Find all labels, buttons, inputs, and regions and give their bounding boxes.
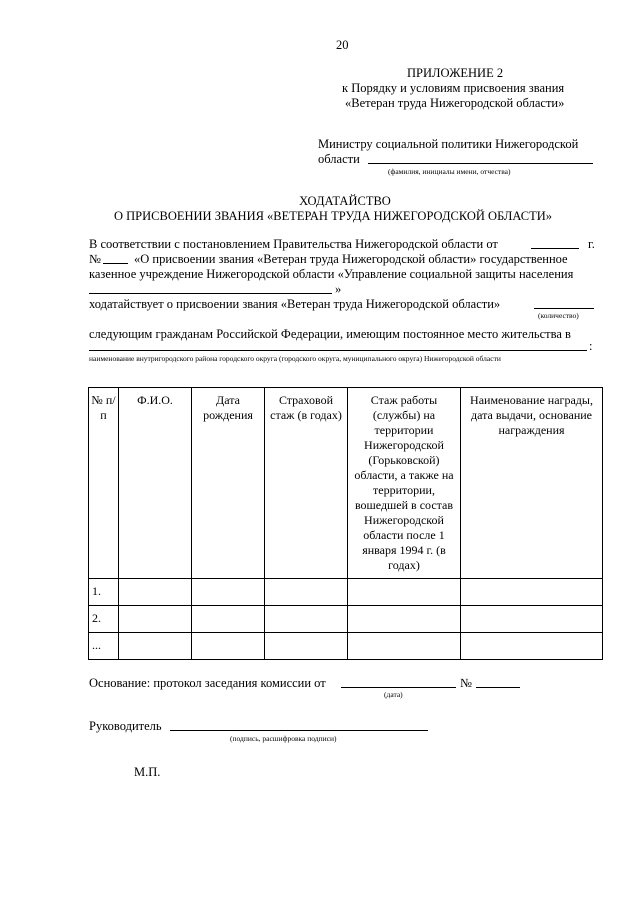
body-line-2-no: №: [89, 252, 101, 266]
table-cell[interactable]: [461, 633, 603, 660]
page-number: 20: [336, 38, 349, 52]
table-cell[interactable]: [192, 606, 265, 633]
table-row: [89, 579, 603, 606]
appendix-line-2: «Ветеран труда Нижегородской области»: [345, 96, 565, 110]
table-cell[interactable]: [348, 633, 461, 660]
table-cell[interactable]: [461, 606, 603, 633]
table-cell[interactable]: [461, 579, 603, 606]
addressee-line-2: области: [318, 152, 360, 166]
table-cell[interactable]: [192, 579, 265, 606]
table-cell[interactable]: [265, 579, 348, 606]
protocol-date-hint: (дата): [384, 690, 403, 699]
table-row: [89, 633, 603, 660]
district-field[interactable]: [89, 350, 587, 351]
body-line-2: «О присвоении звания «Ветеран труда Нижегородской области» государственное: [134, 252, 568, 266]
protocol-date-field[interactable]: [341, 687, 456, 688]
document-heading: ХОДАТАЙСТВО: [299, 194, 391, 208]
quantity-field[interactable]: [534, 308, 594, 309]
table-cell[interactable]: [265, 633, 348, 660]
table-header-cell: Ф.И.О.: [119, 388, 192, 579]
protocol-number-field[interactable]: [476, 687, 520, 688]
stamp-place: М.П.: [134, 765, 161, 779]
citizens-table: [88, 387, 603, 660]
addressee-line-1: Министру социальной политики Нижегородской: [318, 137, 579, 151]
table-header-row: [89, 388, 603, 579]
addressee-hint: (фамилия, инициалы имени, отчества): [388, 167, 511, 176]
document-subheading: О ПРИСВОЕНИИ ЗВАНИЯ «ВЕТЕРАН ТРУДА НИЖЕГОРОДСКОЙ ОБЛАСТИ»: [114, 209, 553, 223]
table-header-cell: Стаж работы (службы) на территории Нижегородской (Горьковской) области, а также на территории, вошедшей в состав Нижегородской области после 1 января 1994 г. (в годах): [348, 388, 461, 579]
table-cell[interactable]: [119, 579, 192, 606]
body-line-7-colon: :: [589, 339, 593, 353]
row-number: 2.: [89, 606, 119, 633]
resolution-number-field[interactable]: [103, 263, 128, 264]
district-hint: наименование внутригородского района городского округа (городского округа, муниципального округа) Нижегородской области: [89, 354, 501, 363]
body-line-1: В соответствии с постановлением Правительства Нижегородской области от: [89, 237, 498, 251]
body-line-6: следующим гражданам Российской Федерации, имеющим постоянное место жительства в: [89, 327, 571, 341]
protocol-number-label: №: [460, 676, 472, 690]
table-cell[interactable]: [119, 633, 192, 660]
table-cell[interactable]: [265, 606, 348, 633]
basis-text: Основание: протокол заседания комиссии от: [89, 676, 326, 690]
manager-signature-field[interactable]: [170, 730, 428, 731]
table-header-cell: Страховой стаж (в годах): [265, 388, 348, 579]
table-cell[interactable]: [348, 606, 461, 633]
table-row: [89, 606, 603, 633]
row-number: ...: [89, 633, 119, 660]
body-line-4-end: »: [335, 282, 342, 296]
table-cell[interactable]: [119, 606, 192, 633]
resolution-date-field[interactable]: [531, 248, 579, 249]
appendix-title: ПРИЛОЖЕНИЕ 2: [407, 66, 504, 80]
body-line-1-g: г.: [588, 237, 595, 251]
row-number: 1.: [89, 579, 119, 606]
appendix-line-1: к Порядку и условиям присвоения звания: [342, 81, 565, 95]
addressee-name-field[interactable]: [368, 163, 593, 164]
manager-signature-hint: (подпись, расшифровка подписи): [230, 734, 337, 743]
manager-label: Руководитель: [89, 719, 162, 733]
table-cell[interactable]: [348, 579, 461, 606]
table-header-cell: Дата рождения: [192, 388, 265, 579]
institution-name-field[interactable]: [89, 293, 332, 294]
table-header-cell: № п/п: [89, 388, 119, 579]
body-line-5: ходатайствует о присвоении звания «Ветеран труда Нижегородской области»: [89, 297, 501, 311]
table-cell[interactable]: [192, 633, 265, 660]
quantity-hint: (количество): [538, 311, 579, 320]
body-line-3: казенное учреждение Нижегородской области «Управление социальной защиты населения: [89, 267, 574, 281]
table-header-cell: Наименование награды, дата выдачи, основание награждения: [461, 388, 603, 579]
